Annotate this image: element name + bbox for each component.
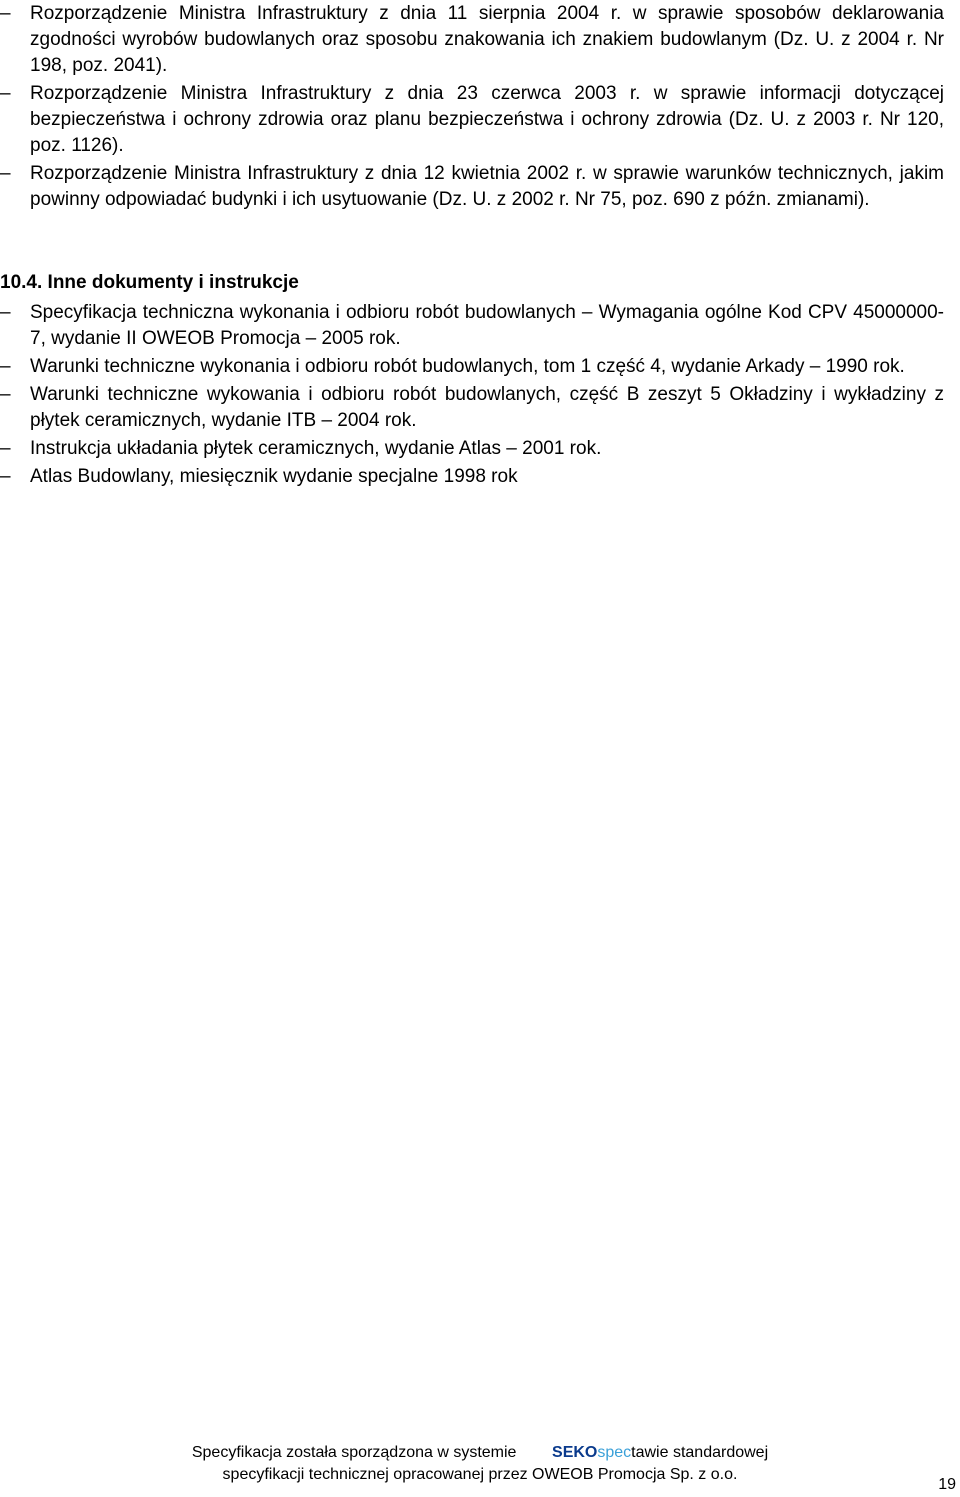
list-item (0, 382, 944, 434)
dash-bullet: – (0, 356, 11, 377)
list-item (0, 1, 944, 79)
dash-bullet: – (0, 302, 11, 323)
footer-line-1 (0, 1443, 960, 1463)
brand-seko: SEKO (552, 1444, 598, 1461)
list-item-text: Rozporządzenie Ministra Infrastruktury z dnia 11 sierpnia 2004 r. w sprawie sposobów deklarowania zgodności wyrobów budowlanych oraz sposobu znakowania ich znakiem budowlanym (Dz. U. z 2004 r. Nr 198, poz. 2041). (30, 3, 944, 76)
list-item (0, 464, 944, 490)
footer-prefix: Specyfikacja została sporządzona w systemie (191, 1444, 517, 1461)
page-number: 19 (938, 1476, 956, 1493)
dash-bullet: – (0, 3, 11, 24)
section-heading: 10.4. Inne dokumenty i instrukcje (0, 272, 299, 293)
brand-spec: spec (597, 1444, 632, 1461)
dash-bullet: – (0, 83, 11, 104)
list-item (0, 81, 944, 159)
list-item-text: Atlas Budowlany, miesięcznik wydanie specjalne 1998 rok (30, 466, 518, 487)
dash-bullet: – (0, 466, 11, 487)
dash-bullet: – (0, 163, 11, 184)
list-item-text: Warunki techniczne wykowania i odbioru robót budowlanych, część B zeszyt 5 Okładziny i wykładziny z płytek ceramicznych, wydanie ITB – 2004 rok. (30, 384, 944, 431)
list-item-text: Instrukcja układania płytek ceramicznych, wydanie Atlas – 2001 rok. (30, 438, 602, 459)
footer-suffix: tawie standardowej (631, 1444, 769, 1461)
list-item (0, 161, 944, 213)
regulations-list (0, 1, 944, 215)
list-item (0, 436, 944, 462)
documents-list (0, 300, 944, 492)
list-item-text: Specyfikacja techniczna wykonania i odbioru robót budowlanych – Wymagania ogólne Kod CPV 45000000-7, wydanie II OWEOB Promocja – 2005 rok. (30, 302, 944, 349)
footer-line-2: specyfikacji technicznej opracowanej przez OWEOB Promocja Sp. z o.o. (222, 1466, 738, 1483)
list-item (0, 300, 944, 352)
list-item (0, 354, 944, 380)
dash-bullet: – (0, 438, 11, 459)
list-item-text: Rozporządzenie Ministra Infrastruktury z dnia 23 czerwca 2003 r. w sprawie informacji dotyczącej bezpieczeństwa i ochrony zdrowia oraz planu bezpieczeństwa i ochrony zdrowia (Dz. U. z 2003 r. Nr 120, poz. 1126). (30, 83, 944, 156)
dash-bullet: – (0, 384, 11, 405)
list-item-text: Warunki techniczne wykonania i odbioru robót budowlanych, tom 1 część 4, wydanie Arkady – 1990 rok. (30, 356, 905, 377)
list-item-text: Rozporządzenie Ministra Infrastruktury z dnia 12 kwietnia 2002 r. w sprawie warunków technicznych, jakim powinny odpowiadać budynki i ich usytuowanie (Dz. U. z 2002 r. Nr 75, poz. 690 z późn. zmianami). (30, 163, 944, 210)
